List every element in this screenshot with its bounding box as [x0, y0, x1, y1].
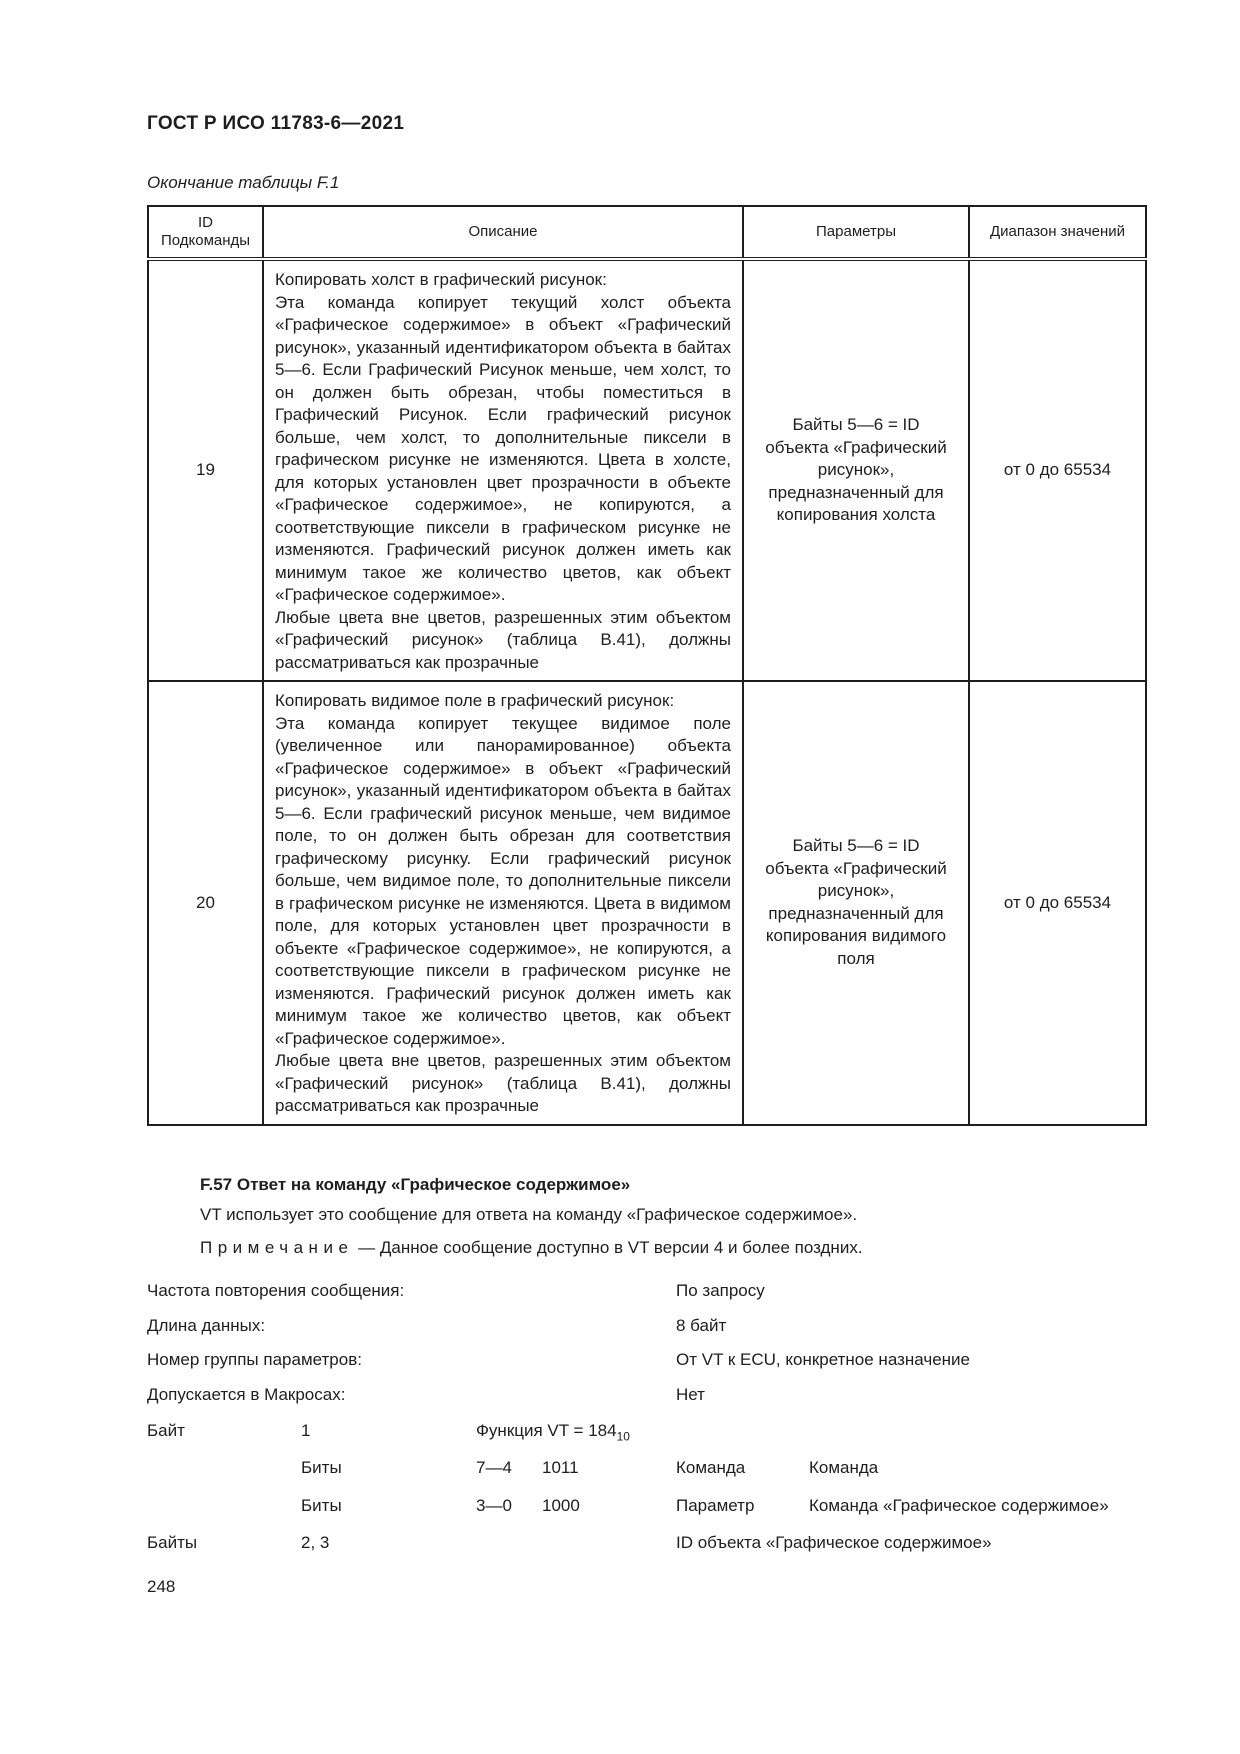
prop-label: Длина данных: [147, 1316, 266, 1335]
row-id: 19 [148, 259, 263, 681]
row-description [263, 681, 743, 1125]
table-row [148, 681, 1146, 1125]
param-line: рисунок», [817, 460, 895, 480]
page-number: 248 [147, 1577, 176, 1596]
bits-range: 3—0 [476, 1496, 512, 1515]
row-parameters [743, 259, 969, 681]
bits-range: 7—4 [476, 1458, 512, 1477]
prop-label: Допускается в Макросах: [147, 1385, 346, 1404]
prop-label: Частота повторения сообщения: [147, 1281, 405, 1300]
prop-value: Нет [676, 1385, 705, 1404]
description-body: Эта команда копирует текущий холст объекта «Графическое содержимое» в объект «Графический рисунок», указанный идентификатором объекта в байтах 5—6. Если Графический Рисунок меньше, чем холст, то он должен быть обрезан, чтобы поместиться в Графический Рисунок. Если графический рисунок больше, чем холст, то дополнительные пиксели в графическом рисунке не изменяются. Цвета в холсте, для которых установлен цвет прозрачности в объекте «Графическое содержимое», не копируются, а соответствующие пиксели в графическом рисунке не изменяются. Графический рисунок должен иметь как минимум такое же количество цветов, как объект «Графическое содержимое». [275, 292, 731, 604]
section-note [200, 1238, 863, 1258]
param-line: рисунок», [817, 881, 895, 901]
bits-desc: Команда «Графическое содержимое» [809, 1496, 1109, 1515]
row-range: от 0 до 65534 [969, 681, 1146, 1125]
param-line: объекта «Графический [765, 437, 947, 457]
prop-value: По запросу [676, 1281, 765, 1300]
function-text: Функция VT = 184 [476, 1421, 617, 1440]
note-text: — Данное сообщение доступно в VT версии 4 и более поздних. [353, 1238, 863, 1257]
param-line: объекта «Графический [765, 858, 947, 878]
function-subscript: 10 [616, 1429, 630, 1444]
document-header: ГОСТ Р ИСО 11783-6—2021 [147, 113, 405, 134]
section-heading: F.57 Ответ на команду «Графическое содержимое» [200, 1175, 631, 1194]
header-id [148, 206, 263, 259]
param-line: Байты 5—6 = ID [792, 415, 920, 435]
header-range: Диапазон значений [969, 206, 1146, 259]
bytes-label: Байты [147, 1533, 198, 1552]
table-row [148, 259, 1146, 681]
header-id-line2: Подкоманды [160, 232, 251, 249]
description-note: Любые цвета вне цветов, разрешенных этим объектом «Графический рисунок» (таблица В.41), должны рассматриваться как прозрачные [275, 1051, 731, 1115]
bits-value: 1011 [542, 1458, 579, 1477]
prop-value: 8 байт [676, 1316, 727, 1335]
description-title: Копировать холст в графический рисунок: [275, 270, 607, 289]
param-line: предназначенный для [768, 482, 944, 502]
section-text: VT использует это сообщение для ответа на команду «Графическое содержимое». [200, 1205, 858, 1224]
description-note: Любые цвета вне цветов, разрешенных этим объектом «Графический рисунок» (таблица В.41), должны рассматриваться как прозрачные [275, 607, 731, 672]
table-header-row [148, 206, 1146, 259]
header-parameters: Параметры [743, 206, 969, 259]
subcommand-table [147, 205, 1147, 1126]
bits-kind: Команда [676, 1458, 746, 1477]
bytes-desc: ID объекта «Графическое содержимое» [676, 1533, 992, 1552]
bits-kind: Параметр [676, 1496, 755, 1515]
bits-value: 1000 [542, 1496, 580, 1515]
bits-label: Биты [301, 1496, 342, 1515]
description-body: Эта команда копирует текущее видимое поле (увеличенное или панорамированное) объекта «Графическое содержимое» в объект «Графический рисунок», указанный идентификатором объекта в байтах 5—6. Если графический рисунок меньше, чем видимое поле, то он должен быть обрезан для соответствия графическому рисунку. Если графический рисунок больше, чем видимое поле, то дополнительные пиксели в графическом рисунке не изменяются. Цвета в видимом поле, для которых установлен цвет прозрачности в объекте «Графическое содержимое», не копируются, а соответствующие пиксели в графическом рисунке не изменяются. Графический рисунок должен иметь как минимум такое же количество цветов, как объект «Графическое содержимое». [275, 713, 731, 1048]
row-parameters [743, 681, 969, 1125]
prop-label: Номер группы параметров: [147, 1350, 362, 1369]
header-id-line1: ID [198, 214, 213, 231]
row-description [263, 259, 743, 681]
param-line: предназначенный для [768, 903, 944, 923]
description-title: Копировать видимое поле в графический рисунок: [275, 691, 675, 710]
note-label: Примечание [200, 1238, 354, 1257]
function-value [476, 1421, 630, 1443]
row-id: 20 [148, 681, 263, 1125]
header-description: Описание [263, 206, 743, 259]
bits-label: Биты [301, 1458, 342, 1477]
byte-label: Байт [147, 1421, 185, 1440]
param-line: копирования видимого [765, 926, 947, 946]
param-line: Байты 5—6 = ID [792, 836, 920, 856]
byte-number: 1 [301, 1421, 311, 1440]
prop-value: От VT к ECU, конкретное назначение [676, 1350, 970, 1369]
bytes-number: 2, 3 [301, 1533, 330, 1552]
bits-desc: Команда [809, 1458, 879, 1477]
param-line: копирования холста [776, 505, 936, 525]
table-caption: Окончание таблицы F.1 [147, 173, 340, 192]
row-range: от 0 до 65534 [969, 259, 1146, 681]
param-line: поля [837, 948, 875, 968]
